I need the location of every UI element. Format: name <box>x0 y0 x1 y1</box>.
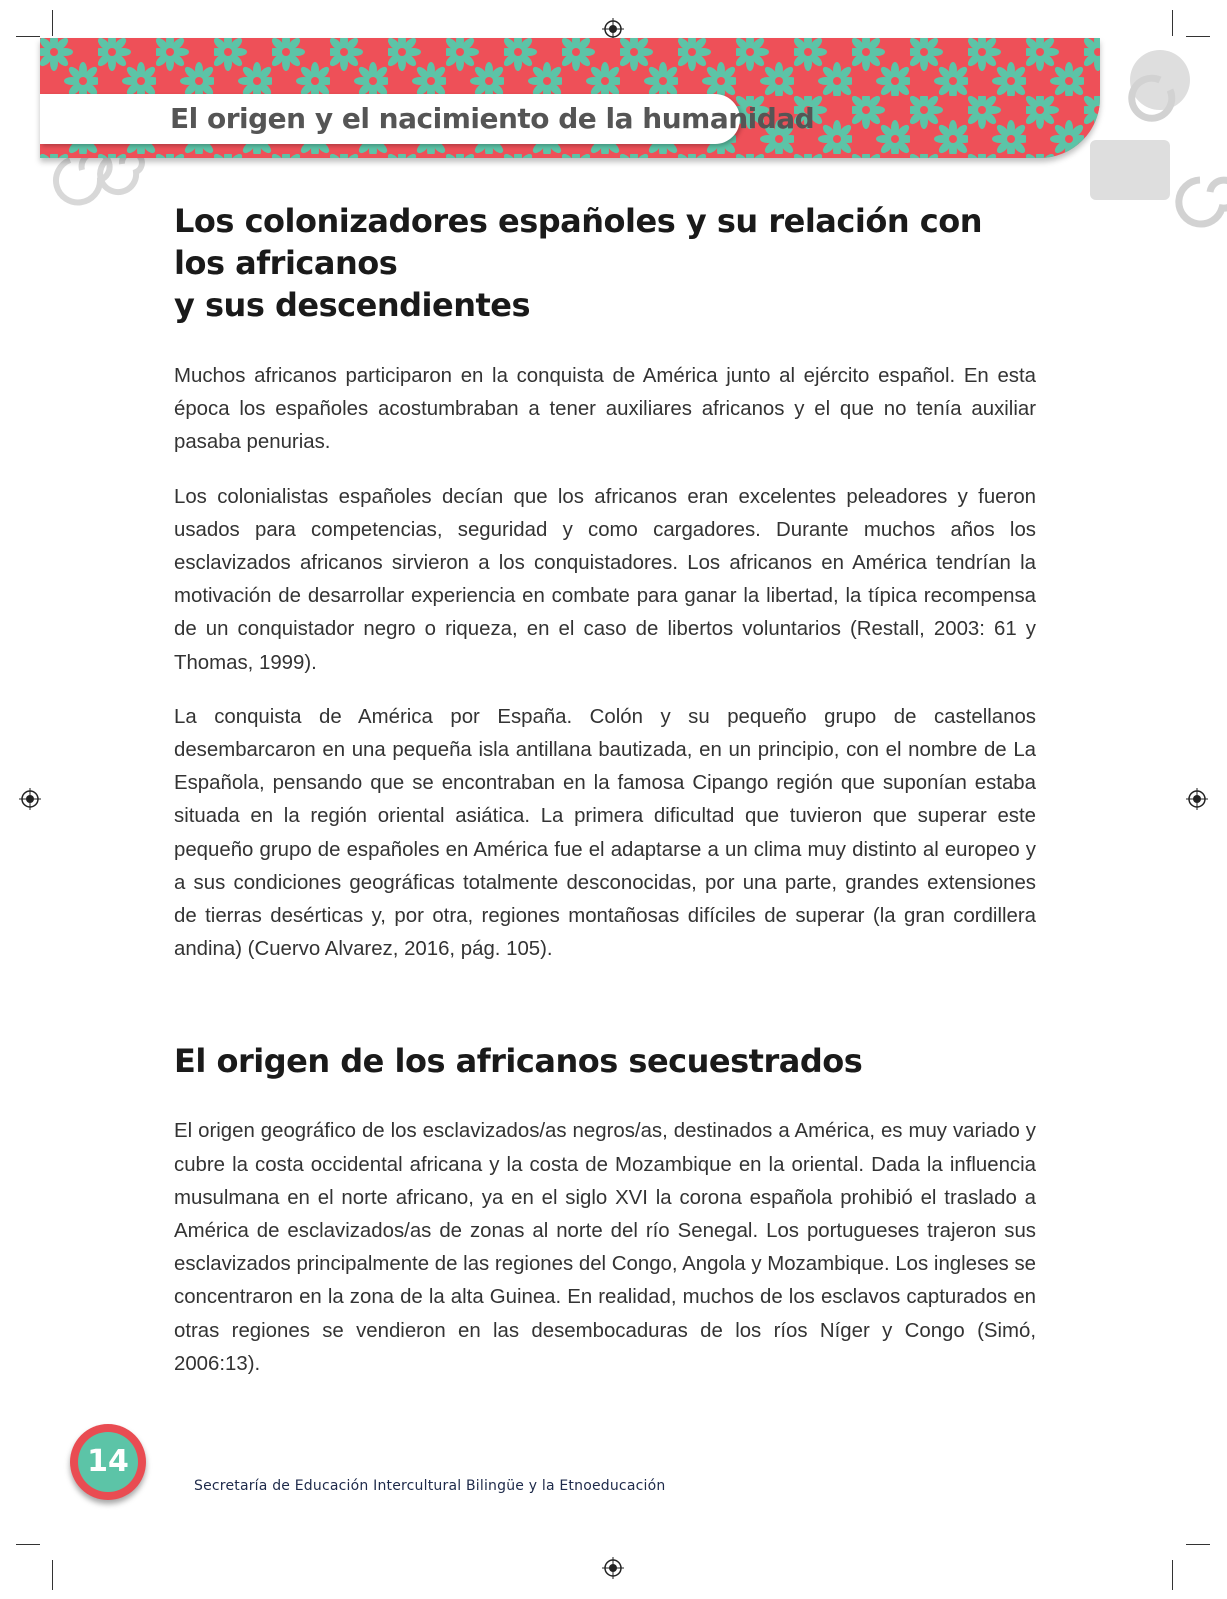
crop-mark <box>52 10 53 36</box>
page-content <box>174 200 1036 1381</box>
section-heading-line: y sus descendientes <box>174 286 531 324</box>
body-paragraph: La conquista de América por España. Colón y su pequeño grupo de castellanos desembarcaron en una pequeña isla antillana bautizada, en un principio, con el nombre de La Española, pensando que se encontraban en la famosa Cipango región que suponían estaba situada en la región oriental asiática. La primera dificultad que tuvieron que superar este pequeño grupo de españoles en América fue el adaptarse a un clima muy distinto al europeo y a sus condiciones geográficas totalmente desconocidas, por una parte, grandes extensiones de tierras desérticas y, por otra, regiones montañosas difíciles de superar (la gran cordillera andina) (Cuervo Alvarez, 2016, pág. 105). <box>174 705 1036 961</box>
crop-mark <box>52 1560 53 1590</box>
page-number: 14 <box>87 1444 129 1479</box>
publisher-footer: Secretaría de Educación Intercultural Bilingüe y la Etnoeducación <box>194 1478 666 1494</box>
section-heading-line: Los colonizadores españoles y su relación con los africanos <box>174 202 982 282</box>
registration-mark-icon <box>19 788 41 810</box>
registration-mark-icon <box>602 1557 624 1579</box>
body-paragraph: Muchos africanos participaron en la conquista de América junto al ejército español. En esta época los españoles acostumbraban a tener auxiliares africanos y el que no tenía auxiliar pasaba penurias. <box>174 365 1036 454</box>
body-paragraph: Los colonialistas españoles decían que los africanos eran excelentes peleadores y fueron usados para competencias, seguridad y como cargadores. Durante muchos años los esclavizados africanos sirvieron a los conquistadores. Los africanos en América tendrían la motivación de desarrollar experiencia en combate para ganar la libertad, la típica recompensa de un conquistador negro o riqueza, en el caso de libertos voluntarios (Restall, 2003: 61 y Thomas, 1999). <box>174 485 1036 674</box>
body-paragraph: El origen geográfico de los esclavizados/as negros/as, destinados a América, es muy variado y cubre la costa occidental africana y la costa de Mozambique en la oriental. Dada la influencia musulmana en el norte africano, ya en el siglo XVI la corona española prohibió el traslado a América de esclavizados/as de zonas al norte del río Senegal. Los portugueses trajeron sus esclavizados principalmente de las regiones del Congo, Angola y Mozambique. Los ingleses se concentraron en la zona de la alta Guinea. En realidad, muchos de los esclavos capturados en otras regiones se vendieron en las desembocaduras de los ríos Níger y Congo (Simó, 2006:13). <box>174 1120 1036 1375</box>
registration-mark-icon <box>602 18 624 40</box>
crop-mark <box>16 1544 40 1545</box>
section-heading: El origen de los africanos secuestrados <box>174 1042 863 1081</box>
crop-mark <box>16 36 40 37</box>
swirl-decoration-icon <box>50 150 150 220</box>
crop-mark <box>1186 1544 1210 1545</box>
crop-mark <box>1186 36 1210 37</box>
crop-mark <box>1172 10 1173 36</box>
page-number-badge <box>70 1424 146 1500</box>
header-title-box <box>40 94 815 144</box>
registration-mark-icon <box>1186 788 1208 810</box>
section-heading <box>174 200 1036 326</box>
header-title: El origen y el nacimiento de la humanidad <box>170 102 815 135</box>
crop-mark <box>1172 1560 1173 1590</box>
header-banner <box>40 38 1100 158</box>
